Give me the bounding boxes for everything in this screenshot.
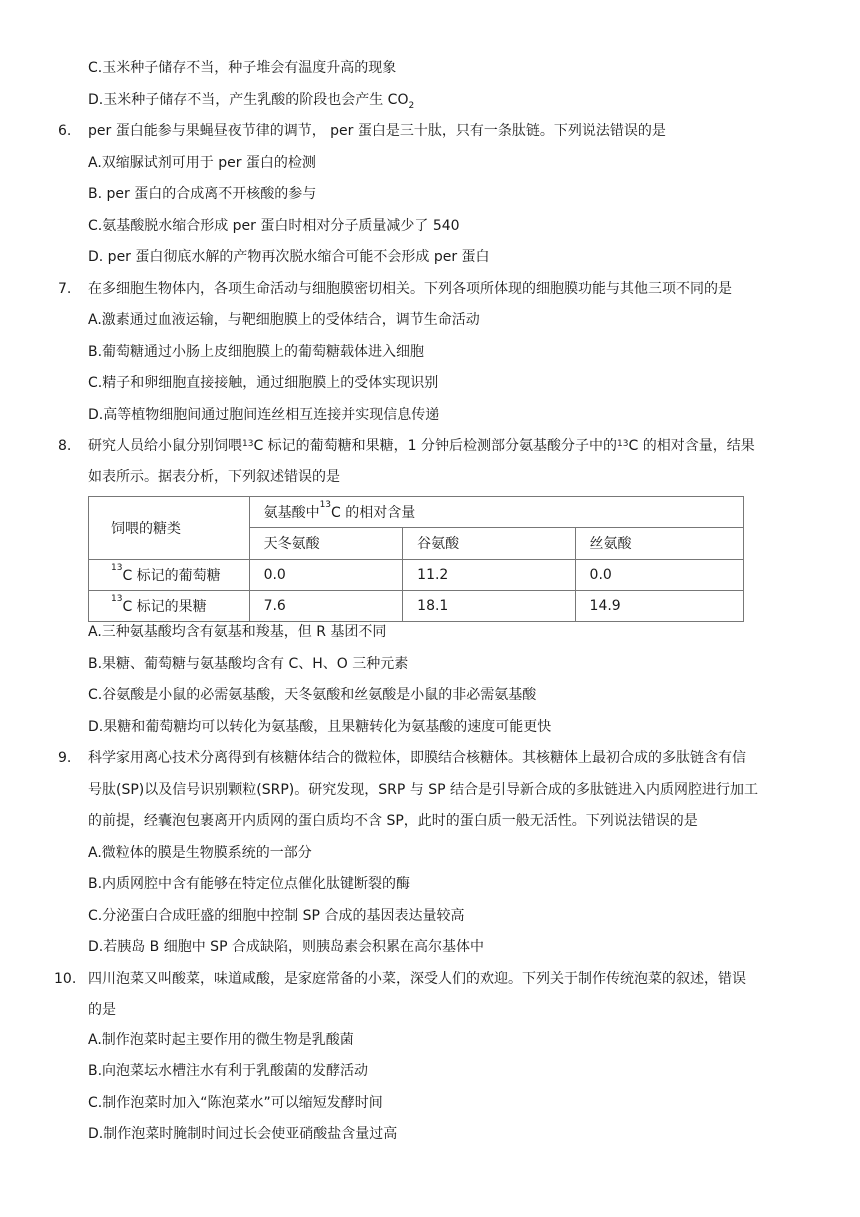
q9-stem-line1: 科学家用离心技术分离得到有核糖体结合的微粒体，即膜结合核糖体。其核糖体上最初合成的多肽链含有信 — [88, 750, 746, 766]
q6-option-b: B. per 蛋白的合成离不开核酸的参与 — [88, 186, 317, 202]
q6-option-c: C.氨基酸脱水缩合形成 per 蛋白时相对分子质量减少了 540 — [88, 218, 460, 234]
q8-data-table — [88, 496, 744, 622]
q10-stem-line1: 四川泡菜又叫酸菜，味道咸酸，是家庭常备的小菜，深受人们的欢迎。下列关于制作传统泡菜的叙述，错误 — [88, 971, 746, 987]
q9-stem-line2: 号肽(SP)以及信号识别颗粒(SRP)。研究发现，SRP 与 SP 结合是引导新合成的多肽链进入内质网腔进行加工 — [88, 782, 758, 798]
table-col-header: 天冬氨酸 — [249, 528, 403, 559]
q10-option-b: B.向泡菜坛水槽注水有利于乳酸菌的发酵活动 — [88, 1063, 369, 1079]
table-header-row — [89, 497, 744, 528]
table-col-header: 谷氨酸 — [403, 528, 575, 559]
table-group-header: 氨基酸中$^{13}$C 的相对含量 — [249, 497, 743, 528]
table-corner-header: 饲喂的糖类 — [89, 497, 250, 560]
q7-option-c: C.精子和卵细胞直接接触，通过细胞膜上的受体实现识别 — [88, 375, 439, 391]
q8-stem-line2: 如表所示。据表分析，下列叙述错误的是 — [88, 469, 340, 485]
q9-option-a: A.微粒体的膜是生物膜系统的一部分 — [88, 845, 312, 861]
q5-option-d: D.玉米种子储存不当，产生乳酸的阶段也会产生 $CO_2$ — [88, 92, 415, 111]
table-cell: 0.0 — [249, 559, 403, 590]
q8-stem-line1: 研究人员给小鼠分别饲喂$^{13}$C 标记的葡萄糖和果糖，1 分钟后检测部分氨基酸分子中的$^{13}$C 的相对含量，结果 — [88, 438, 755, 454]
table-cell: 7.6 — [249, 590, 403, 621]
q7-option-b: B.葡萄糖通过小肠上皮细胞膜上的葡萄糖载体进入细胞 — [88, 344, 425, 360]
q6-number: 6. — [58, 123, 72, 139]
q9-option-c: C.分泌蛋白合成旺盛的细胞中控制 SP 合成的基因表达量较高 — [88, 908, 465, 924]
q7-option-a: A.激素通过血液运输，与靶细胞膜上的受体结合，调节生命活动 — [88, 312, 480, 328]
q6-option-a: A.双缩脲试剂可用于 per 蛋白的检测 — [88, 155, 316, 171]
q8-number: 8. — [58, 438, 72, 454]
table-row — [89, 559, 744, 590]
table-row-label: $^{13}$C 标记的葡萄糖 — [89, 559, 250, 590]
q7-stem: 在多细胞生物体内，各项生命活动与细胞膜密切相关。下列各项所体现的细胞膜功能与其他三项不同的是 — [88, 281, 732, 297]
q10-option-d: D.制作泡菜时腌制时间过长会使亚硝酸盐含量过高 — [88, 1126, 398, 1142]
table-cell: 11.2 — [403, 559, 575, 590]
table-row — [89, 590, 744, 621]
q10-option-a: A.制作泡菜时起主要作用的微生物是乳酸菌 — [88, 1032, 354, 1048]
table-cell: 18.1 — [403, 590, 575, 621]
table-col-header: 丝氨酸 — [575, 528, 743, 559]
table-cell: 14.9 — [575, 590, 743, 621]
q5-option-c: C.玉米种子储存不当，种子堆会有温度升高的现象 — [88, 60, 397, 76]
q6-option-d: D. per 蛋白彻底水解的产物再次脱水缩合可能不会形成 per 蛋白 — [88, 249, 490, 265]
q8-option-c: C.谷氨酸是小鼠的必需氨基酸，天冬氨酸和丝氨酸是小鼠的非必需氨基酸 — [88, 687, 537, 703]
q9-number: 9. — [58, 750, 72, 766]
q8-option-b: B.果糖、葡萄糖与氨基酸均含有 C、H、O 三种元素 — [88, 656, 409, 672]
q6-stem: per 蛋白能参与果蝇昼夜节律的调节， per 蛋白是三十肽，只有一条肽链。下列说法错误的是 — [88, 123, 666, 139]
q7-option-d: D.高等植物细胞间通过胞间连丝相互连接并实现信息传递 — [88, 407, 440, 423]
q10-option-c: C.制作泡菜时加入“陈泡菜水”可以缩短发酵时间 — [88, 1095, 383, 1111]
table-cell: 0.0 — [575, 559, 743, 590]
q9-option-d: D.若胰岛 B 细胞中 SP 合成缺陷，则胰岛素会积累在高尔基体中 — [88, 939, 484, 955]
q10-stem-line2: 的是 — [88, 1002, 116, 1018]
q8-option-d: D.果糖和葡萄糖均可以转化为氨基酸，且果糖转化为氨基酸的速度可能更快 — [88, 719, 552, 735]
q8-option-a: A.三种氨基酸均含有氨基和羧基，但 R 基团不同 — [88, 624, 387, 640]
q7-number: 7. — [58, 281, 72, 297]
q9-option-b: B.内质网腔中含有能够在特定位点催化肽键断裂的酶 — [88, 876, 411, 892]
q9-stem-line3: 的前提，经囊泡包裹离开内质网的蛋白质均不含 SP，此时的蛋白质一般无活性。下列说法错误的是 — [88, 813, 698, 829]
table-row-label: $^{13}$C 标记的果糖 — [89, 590, 250, 621]
q10-number: 10. — [54, 971, 77, 987]
